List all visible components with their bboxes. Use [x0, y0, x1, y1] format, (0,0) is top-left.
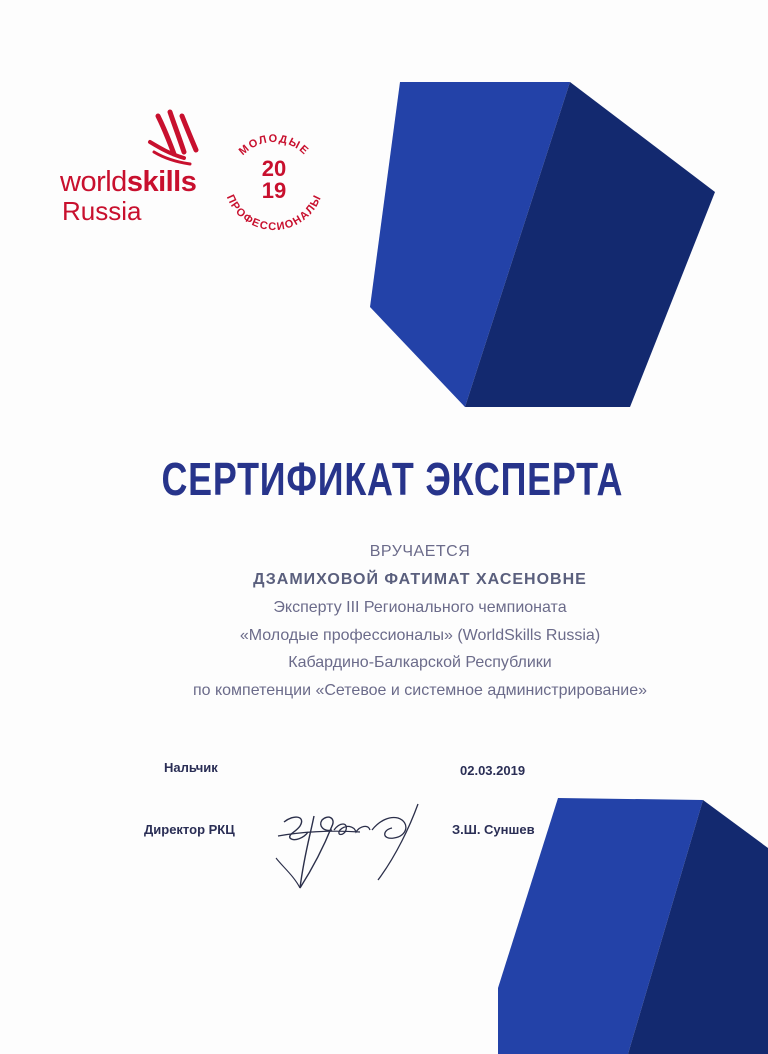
worldskills-hands-icon	[140, 108, 204, 172]
body-line-4: по компетенции «Сетевое и системное администрирование»	[192, 682, 648, 699]
decorative-cube-top	[370, 82, 715, 412]
certificate-title-text: СЕРТИФИКАТ ЭКСПЕРТА	[161, 453, 624, 505]
decorative-cube-bottom	[498, 798, 768, 1054]
handwritten-signature	[270, 796, 430, 896]
worldskills-skills-text: skills	[126, 166, 197, 198]
badge-bottom-text: ПРОФЕССИОНАЛЫ	[223, 192, 325, 234]
body-line-2: «Молодые профессионалы» (WorldSkills Russia)	[239, 627, 601, 644]
badge-year-bottom: 19	[261, 178, 287, 203]
recipient-name: ДЗАМИХОВОЙ ФАТИМАТ ХАСЕНОВНЕ	[253, 571, 587, 588]
svg-text:МОЛОДЫЕ	[237, 133, 312, 158]
worldskills-world-text: world	[60, 166, 127, 198]
body-line-1: Эксперту III Регионального чемпионата	[273, 599, 567, 616]
certificate-title	[93, 452, 692, 506]
awarded-line: ВРУЧАЕТСЯ	[369, 543, 471, 560]
signatory-name: З.Ш. Суншев	[452, 822, 535, 837]
signatory-role: Директор РКЦ	[144, 822, 235, 837]
body-line-3: Кабардино-Балкарской Республики	[288, 654, 552, 671]
worldskills-russia-text: Russia	[62, 196, 142, 226]
badge-year-top: 20	[261, 156, 287, 181]
young-professionals-badge	[214, 122, 334, 242]
city-label: Нальчик	[164, 760, 218, 775]
worldskills-wordmark	[60, 168, 196, 196]
badge-top-text: МОЛОДЫЕ	[236, 132, 312, 158]
date-label: 02.03.2019	[460, 763, 526, 778]
